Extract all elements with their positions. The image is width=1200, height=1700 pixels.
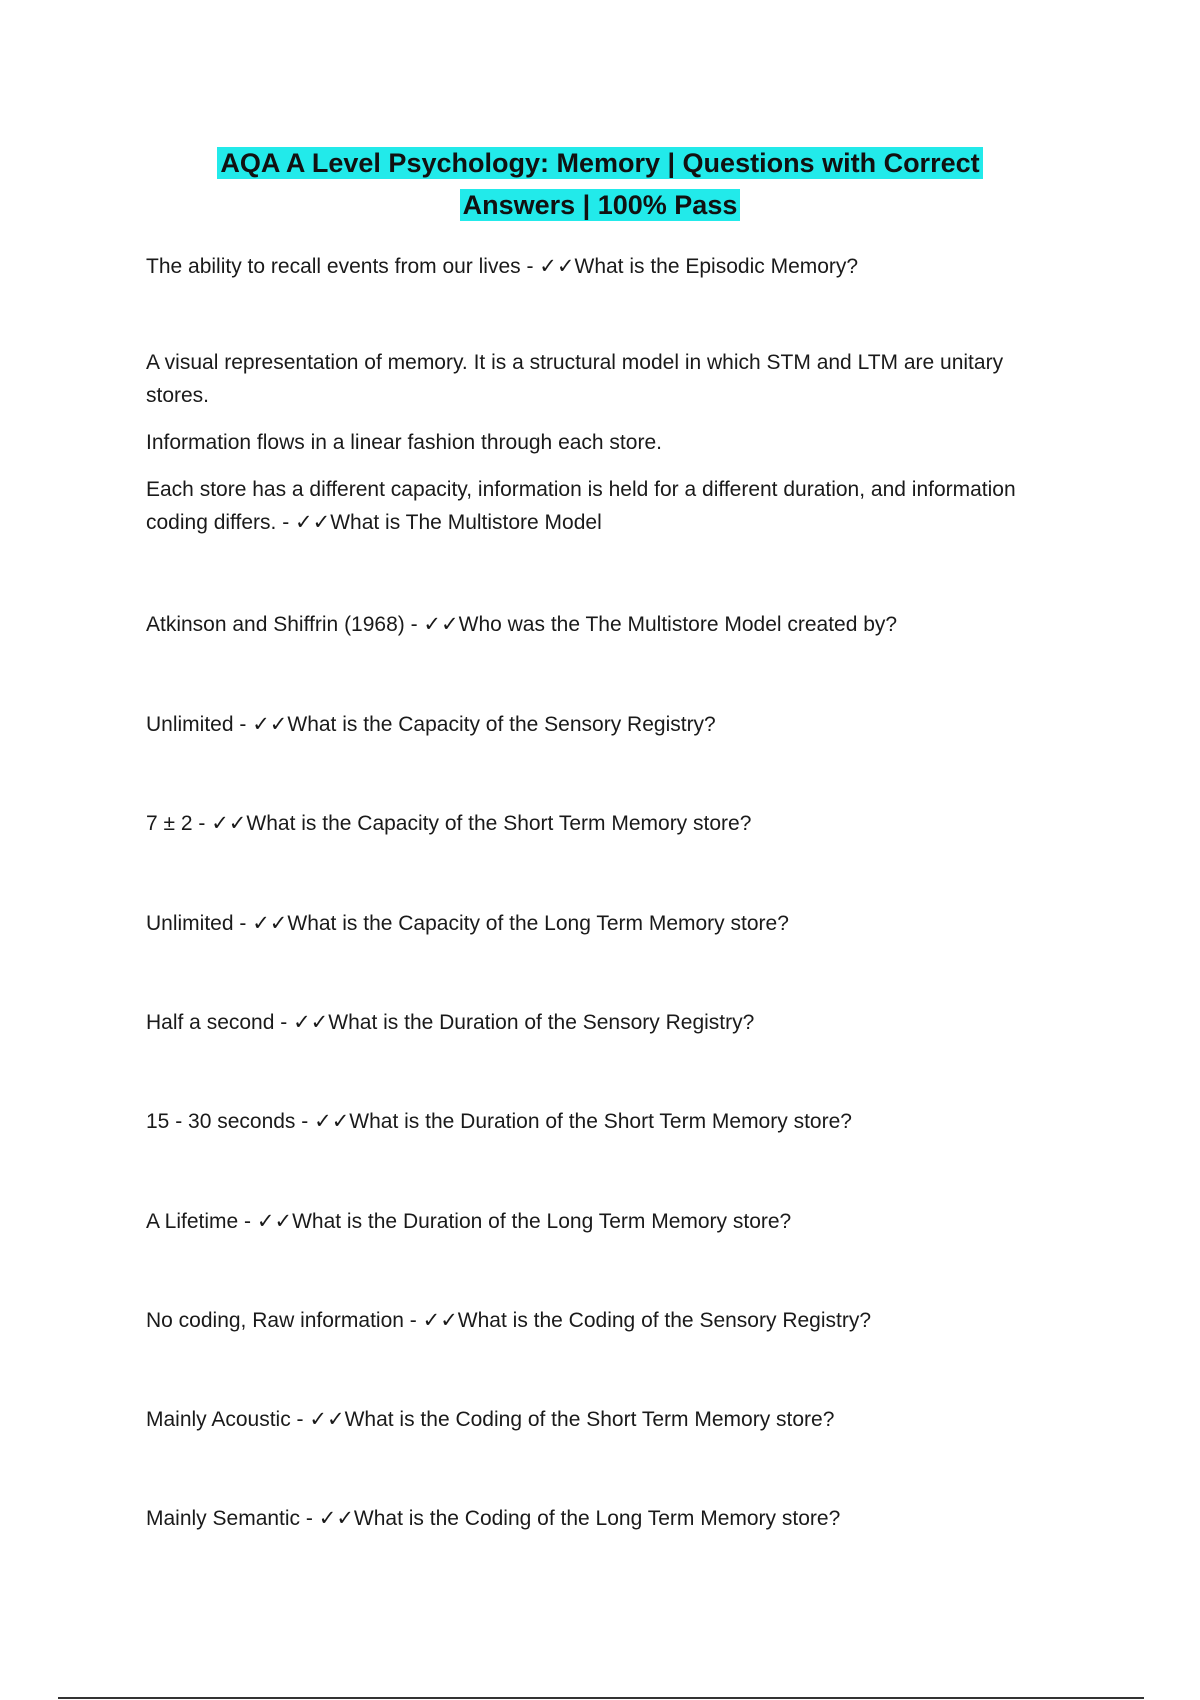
qa-entry [146, 608, 1026, 641]
qa-text: Unlimited - ✓✓What is the Capacity of the Sensory Registry? [146, 713, 716, 736]
qa-entry [146, 807, 1026, 840]
footer-divider [58, 1697, 1144, 1699]
qa-entry [146, 1006, 1026, 1039]
title-line-2: Answers | 100% Pass [460, 189, 741, 221]
qa-paragraph: Information flows in a linear fashion through each store. [146, 431, 662, 454]
qa-entry [146, 708, 1026, 741]
qa-entry [146, 1403, 1026, 1436]
qa-text: No coding, Raw information - ✓✓What is the Coding of the Sensory Registry? [146, 1309, 872, 1332]
qa-entry [146, 1502, 1026, 1535]
qa-text: 7 ± 2 - ✓✓What is the Capacity of the Short Term Memory store? [146, 812, 752, 835]
qa-text: Half a second - ✓✓What is the Duration of the Sensory Registry? [146, 1011, 755, 1034]
qa-entry [146, 1304, 1026, 1337]
qa-entry [146, 250, 1026, 283]
qa-entry [146, 1205, 1026, 1238]
qa-text: Atkinson and Shiffrin (1968) - ✓✓Who was the The Multistore Model created by? [146, 613, 898, 636]
qa-entry [146, 1105, 1026, 1138]
document-title [0, 142, 1200, 226]
qa-text: Unlimited - ✓✓What is the Capacity of the Long Term Memory store? [146, 912, 789, 935]
qa-text: Mainly Acoustic - ✓✓What is the Coding of the Short Term Memory store? [146, 1408, 835, 1431]
qa-entry [146, 907, 1026, 940]
title-line-1: AQA A Level Psychology: Memory | Questions with Correct [217, 147, 982, 179]
qa-text: 15 - 30 seconds - ✓✓What is the Duration of the Short Term Memory store? [146, 1110, 852, 1133]
qa-paragraph: A visual representation of memory. It is a structural model in which STM and LTM are unitary stores. [146, 351, 1004, 407]
qa-text: Mainly Semantic - ✓✓What is the Coding of the Long Term Memory store? [146, 1507, 841, 1530]
qa-text: A Lifetime - ✓✓What is the Duration of the Long Term Memory store? [146, 1210, 792, 1233]
qa-entry [146, 346, 1026, 539]
qa-paragraph: Each store has a different capacity, information is held for a different duration, and information coding differs. - ✓✓What is The Multistore Model [146, 478, 1016, 534]
qa-text: The ability to recall events from our lives - ✓✓What is the Episodic Memory? [146, 255, 859, 278]
